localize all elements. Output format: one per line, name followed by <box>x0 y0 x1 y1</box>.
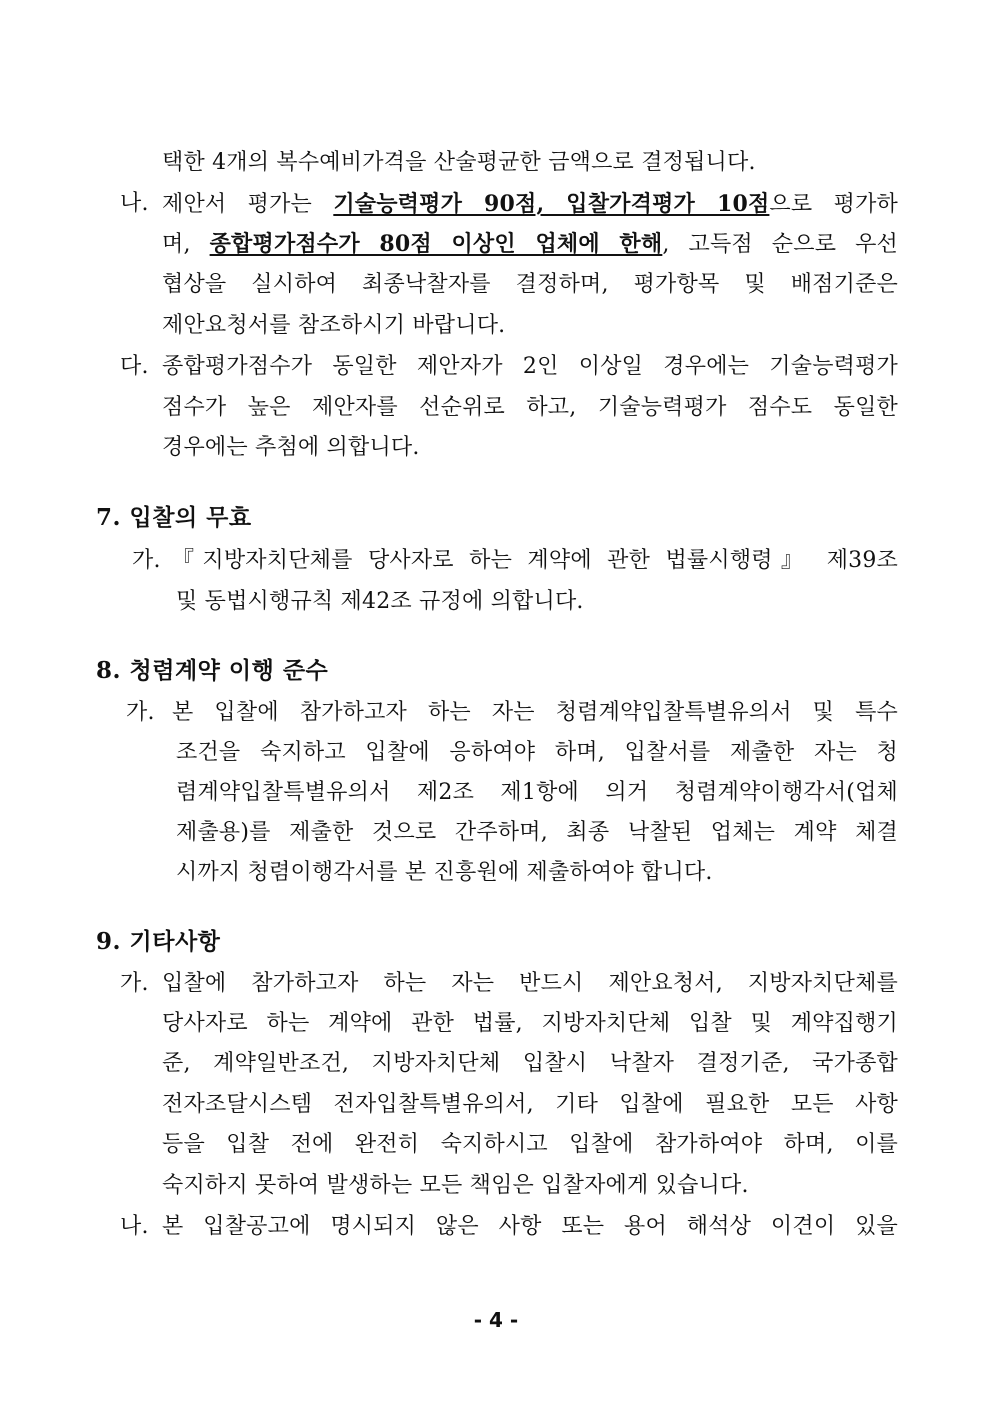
s6-da-marker: 다. <box>120 354 149 379</box>
s9-ga-line-3: 준, 계약일반조건, 지방자치단체 입찰시 낙찰자 결정기준, 국가종합 <box>162 1051 898 1076</box>
s6-na-marker: 나. <box>120 191 149 216</box>
s6-da-line-2: 점수가 높은 제안자를 선순위로 하고, 기술능력평가 점수도 동일한 <box>162 395 898 420</box>
s6-na-line-2-pre: 며, <box>162 232 210 257</box>
s8-ga-line-1: 본 입찰에 참가하고자 하는 자는 청렴계약입찰특별유의서 및 특수 <box>172 700 898 725</box>
s8-ga-line-2: 조건을 숙지하고 입찰에 응하여야 하며, 입찰서를 제출한 자는 청 <box>176 740 898 765</box>
s9-na-line-1: 본 입찰공고에 명시되지 않은 사항 또는 용어 해석상 이견이 있을 <box>162 1214 898 1239</box>
s9-ga-line-1: 입찰에 참가하고자 하는 자는 반드시 제안요청서, 지방자치단체를 <box>162 971 898 996</box>
s6-na-line-1-pre: 제안서 평가는 <box>162 192 334 217</box>
section-8-heading: 8. 청렴계약 이행 준수 <box>96 657 329 684</box>
s9-ga-line-4: 전자조달시스템 전자입찰특별유의서, 기타 입찰에 필요한 모든 사항 <box>162 1092 898 1117</box>
s9-na-marker: 나. <box>120 1214 149 1239</box>
s9-ga-line-2: 당사자로 하는 계약에 관한 법률, 지방자치단체 입찰 및 계약집행기 <box>162 1011 898 1036</box>
s6-na-underlined-score: 기술능력평가 90점, 입찰가격평가 10점 <box>333 191 770 217</box>
s7-ga-line-1: 『지방자치단체를 당사자로 하는 계약에 관한 법률시행령』 제39조 <box>172 548 898 573</box>
s6-na-line-4: 제안요청서를 참조하시기 바랍니다. <box>162 313 506 338</box>
s6-da-line-1: 종합평가점수가 동일한 제안자가 2인 이상일 경우에는 기술능력평가 <box>162 354 898 379</box>
s6-na-line-2-post: , 고득점 순으로 우선 <box>662 232 899 257</box>
s6-na-line-1 <box>162 189 898 220</box>
s8-ga-line-5: 시까지 청렴이행각서를 본 진흥원에 제출하여야 합니다. <box>176 860 713 885</box>
s6-continuation-line: 택한 4개의 복수예비가격을 산술평균한 금액으로 결정됩니다. <box>162 150 756 175</box>
s6-na-line-2 <box>162 229 898 260</box>
s6-na-line-1-post: 으로 평가하 <box>769 192 898 217</box>
section-9-heading: 9. 기타사항 <box>96 928 221 955</box>
s8-ga-marker: 가. <box>126 700 155 725</box>
s9-ga-marker: 가. <box>120 971 149 996</box>
s9-ga-line-6: 숙지하지 못하여 발생하는 모든 책임은 입찰자에게 있습니다. <box>162 1173 749 1198</box>
s7-ga-line-2: 및 동법시행규칙 제42조 규정에 의합니다. <box>176 589 584 614</box>
s9-ga-line-5: 등을 입찰 전에 완전히 숙지하시고 입찰에 참가하여야 하며, 이를 <box>162 1132 898 1157</box>
page-number: - 4 - <box>473 1308 519 1332</box>
s7-ga-marker: 가. <box>132 548 161 573</box>
section-7-heading: 7. 입찰의 무효 <box>96 504 252 531</box>
s6-na-underlined-threshold: 종합평가점수가 80점 이상인 업체에 한해 <box>209 231 663 257</box>
s6-da-line-3: 경우에는 추첨에 의합니다. <box>162 435 420 460</box>
s6-na-line-3: 협상을 실시하여 최종낙찰자를 결정하며, 평가항목 및 배점기준은 <box>162 272 898 297</box>
s8-ga-line-3: 렴계약입찰특별유의서 제2조 제1항에 의거 청렴계약이행각서(업체 <box>176 780 898 805</box>
s8-ga-line-4: 제출용)를 제출한 것으로 간주하며, 최종 낙찰된 업체는 계약 체결 <box>176 820 898 845</box>
